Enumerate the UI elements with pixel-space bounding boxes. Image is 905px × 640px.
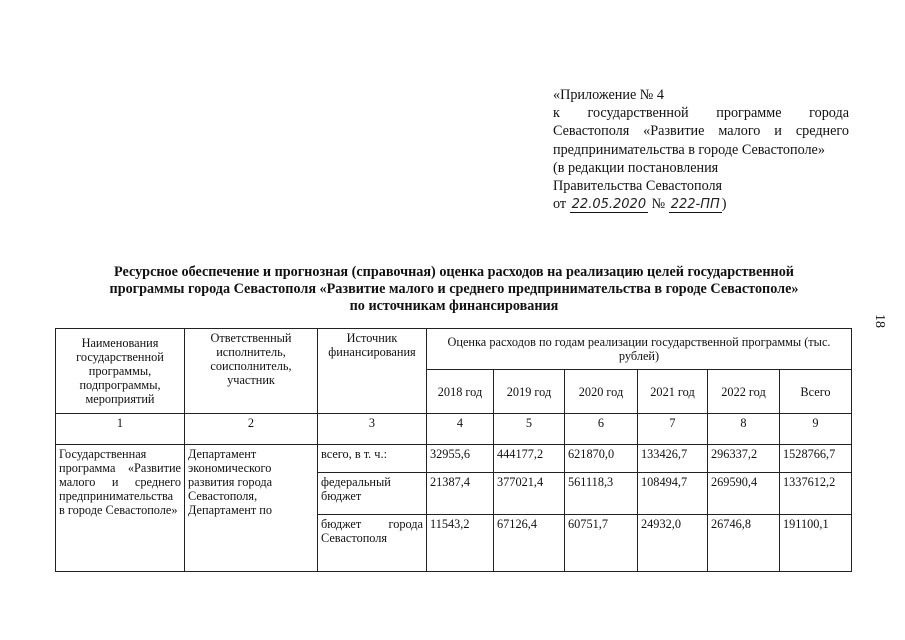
column-number: 3 (318, 414, 427, 445)
executor-cell: Департамент экономического развития города Севастополя, Департамент по (185, 445, 318, 572)
appendix-line-5: (в редакции постановления (553, 159, 719, 176)
budget-table (55, 328, 852, 572)
document-title (56, 264, 852, 315)
total-cell: 1528766,7 (780, 445, 852, 473)
column-number: 6 (565, 414, 638, 445)
column-number: 2 (185, 414, 318, 445)
header-row (56, 329, 852, 370)
total-cell: 191100,1 (780, 515, 852, 572)
value-cell: 296337,2 (708, 445, 780, 473)
header-name: Наименования государственной программы, подпрограммы, мероприятий (56, 329, 185, 414)
appendix-line-2: к государственной программе города (553, 105, 849, 122)
column-number: 1 (56, 414, 185, 445)
value-cell: 67126,4 (494, 515, 565, 572)
title-line-2: программы города Севастополя «Развитие малого и среднего предпринимательства в городе Севастополе» (109, 281, 799, 297)
header-source: Источник финансирования (318, 329, 427, 414)
value-cell: 24932,0 (638, 515, 708, 572)
value-cell: 377021,4 (494, 473, 565, 515)
column-number: 7 (638, 414, 708, 445)
resolution-date: 22.05.2020 (571, 197, 647, 213)
number-label: № (651, 196, 666, 213)
header-year: 2019 год (494, 370, 565, 414)
value-cell: 108494,7 (638, 473, 708, 515)
value-cell: 444177,2 (494, 445, 565, 473)
header-total: Всего (780, 370, 852, 414)
value-cell: 21387,4 (427, 473, 494, 515)
header-executor: Ответственный исполнитель, соисполнитель, участник (185, 329, 318, 414)
value-cell: 26746,8 (708, 515, 780, 572)
value-cell: 11543,2 (427, 515, 494, 572)
value-cell: 60751,7 (565, 515, 638, 572)
source-cell: всего, в т. ч.: (318, 445, 427, 473)
sig-prefix: от (553, 196, 567, 213)
value-cell: 621870,0 (565, 445, 638, 473)
header-estimate: Оценка расходов по годам реализации государственной программы (тыс. рублей) (427, 329, 852, 370)
column-number: 9 (780, 414, 852, 445)
source-cell: федеральный бюджет (318, 473, 427, 515)
resolution-number: 222-ПП (670, 197, 720, 213)
value-cell: 32955,6 (427, 445, 494, 473)
appendix-header (553, 86, 849, 214)
header-year: 2020 год (565, 370, 638, 414)
title-line-3: по источникам финансирования (349, 298, 559, 314)
value-cell: 133426,7 (638, 445, 708, 473)
appendix-line-6: Правительства Севастополя (553, 178, 723, 195)
header-year: 2021 год (638, 370, 708, 414)
resolution-reference (553, 195, 849, 214)
value-cell: 269590,4 (708, 473, 780, 515)
column-number: 8 (708, 414, 780, 445)
column-number: 5 (494, 414, 565, 445)
sig-suffix: ) (721, 196, 727, 213)
appendix-line-3: Севастополя «Развитие малого и среднего (553, 123, 849, 140)
source-cell: бюджет города Севастополя (318, 515, 427, 572)
table-row (56, 445, 852, 473)
header-year: 2022 год (708, 370, 780, 414)
appendix-line-1: «Приложение № 4 (553, 87, 664, 103)
title-line-1: Ресурсное обеспечение и прогнозная (справочная) оценка расходов на реализацию целей государственной (114, 264, 794, 280)
total-cell: 1337612,2 (780, 473, 852, 515)
appendix-line-4: предпринимательства в городе Севастополе» (553, 141, 825, 158)
page-number: 18 (872, 314, 887, 328)
column-number: 4 (427, 414, 494, 445)
value-cell: 561118,3 (565, 473, 638, 515)
header-year: 2018 год (427, 370, 494, 414)
program-name-cell: Государственная программа «Развитие малого и среднего предпринимательства в городе Севастополе» (56, 445, 185, 572)
column-number-row (56, 414, 852, 445)
